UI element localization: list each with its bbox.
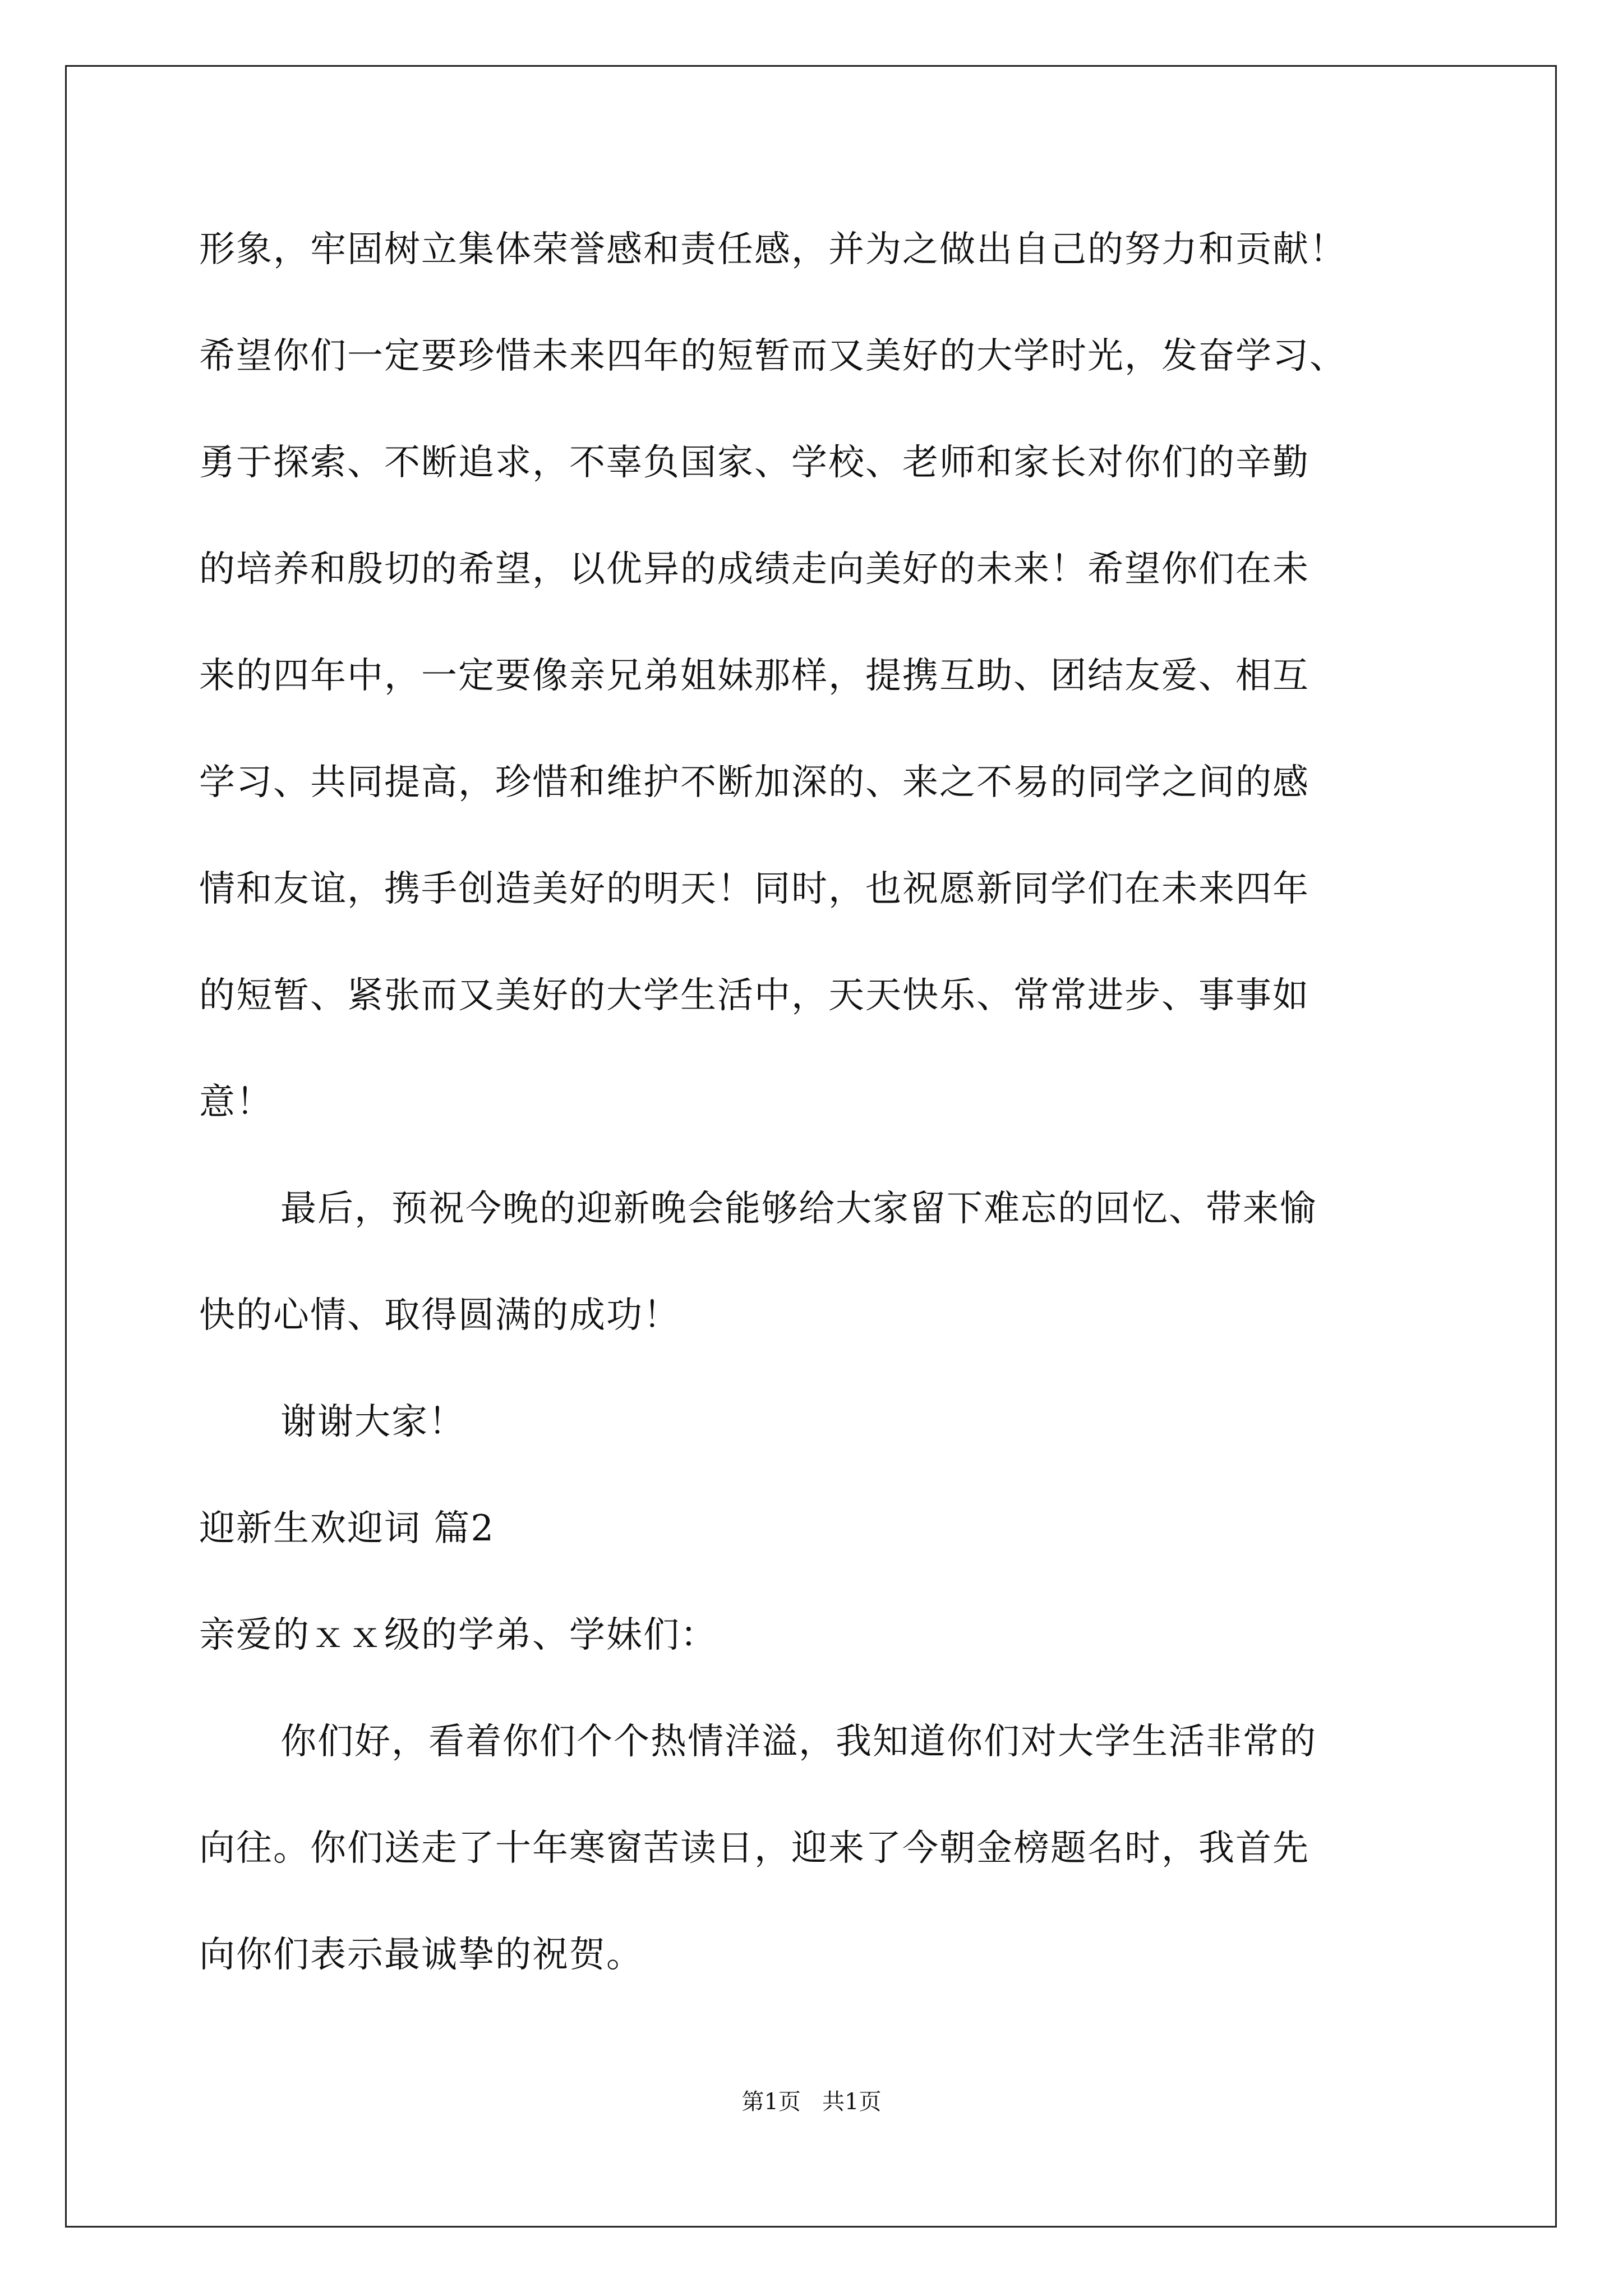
body-line: 形象，牢固树立集体荣誉感和责任感，并为之做出自己的努力和贡献！ (199, 229, 1347, 270)
paragraph-first-line: 最后，预祝今晚的迎新晚会能够给大家留下难忘的回忆、带来愉 (280, 1188, 1317, 1230)
body-line: 希望你们一定要珍惜未来四年的短暂而又美好的大学时光，发奋学习、 (199, 335, 1347, 377)
body-line: 向往。你们送走了十年寒窗苦读日，迎来了今朝金榜题名时，我首先 (199, 1828, 1310, 1869)
paragraph-first-line: 你们好，看着你们个个热情洋溢，我知道你们对大学生活非常的 (280, 1721, 1317, 1763)
page-border (65, 65, 1557, 2228)
page-number-footer: 第1页 共1页 (741, 2089, 882, 2115)
body-line: 向你们表示最诚挚的祝贺。 (199, 1934, 643, 1976)
body-line: 来的四年中，一定要像亲兄弟姐妹那样，提携互助、团结友爱、相互 (199, 655, 1310, 697)
salutation: 亲爱的ｘｘ级的学弟、学妹们： (199, 1614, 717, 1656)
body-line: 的短暂、紧张而又美好的大学生活中，天天快乐、常常进步、事事如 (199, 975, 1310, 1016)
body-line: 情和友谊，携手创造美好的明天！同时，也祝愿新同学们在未来四年 (199, 868, 1310, 910)
section-heading: 迎新生欢迎词 篇2 (199, 1508, 495, 1549)
body-line: 勇于探索、不断追求，不辜负国家、学校、老师和家长对你们的辛勤 (199, 442, 1310, 484)
closing-thanks: 谢谢大家！ (280, 1401, 465, 1443)
body-line: 学习、共同提高，珍惜和维护不断加深的、来之不易的同学之间的感 (199, 762, 1310, 803)
body-line: 意！ (199, 1082, 273, 1123)
body-line: 快的心情、取得圆满的成功！ (199, 1295, 680, 1336)
body-line: 的培养和殷切的希望，以优异的成绩走向美好的未来！希望你们在未 (199, 549, 1310, 590)
